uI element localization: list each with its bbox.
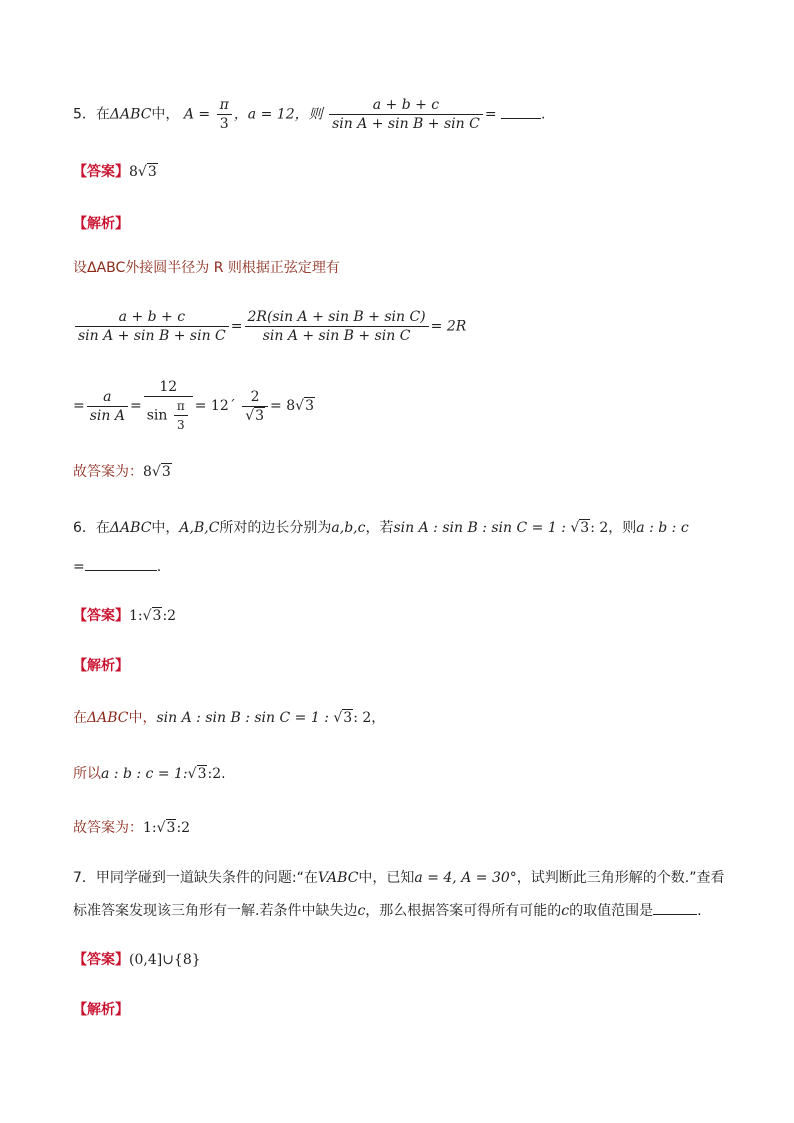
q5-A-eq: A = xyxy=(183,106,211,123)
q7-answer: 【答案】(0,4]∪{8} xyxy=(73,952,201,968)
q7-answer-blank xyxy=(653,900,697,915)
q5-answer-sqrt: √3 xyxy=(137,164,157,180)
q5-eq2-end: = 8 xyxy=(270,398,296,414)
q6-final: 故答案为：1:√3:2 xyxy=(73,820,191,836)
q7-question-line1: 7．甲同学碰到一道缺失条件的问题:“在VABC中，已知a = 4, A = 30°，试判断此三角形解的个数.”查看 xyxy=(73,870,725,886)
q5-a-eq: ，a = 12，则 xyxy=(233,106,323,123)
q5-analysis-label: 【解析】 xyxy=(73,216,129,232)
q5-main-fraction xyxy=(329,96,483,133)
q6-answer-blank xyxy=(85,556,157,571)
q7-analysis-label-line: 【解析】 xyxy=(73,1002,129,1018)
q5-final xyxy=(73,462,172,482)
q5-frac-den: sin A + sin B + sin C xyxy=(332,116,480,132)
q5-pi-over-3 xyxy=(217,96,232,133)
q5-zhong: 中， xyxy=(151,106,180,123)
q5-triangle: ΔABC xyxy=(109,106,152,123)
q7-question-line2: 标准答案发现该三角形有一解.若条件中缺失边c，那么根据答案可得所有可能的c的取值范围是 . xyxy=(73,900,702,921)
q6-analysis-label-line: 【解析】 xyxy=(73,658,129,674)
q6-question-line2: = . xyxy=(73,556,161,577)
q5-equation-1: $\frac{a + b + c}{\text{sin A + sin B + sin C}}$ = $\frac{\text{2R(sin A + sin B + sin C)}}{\text{sin A + sin B + sin C}}$ = 2R xyxy=(73,308,466,345)
q5-equation-2: = $\frac{a}{\text{sin A}}$ = 12 sin $\frac{\pi}{3}$ = 12´ $\frac{2}{√3}$ = 8√3 xyxy=(73,379,314,432)
q5-eq2-2-over-sqrt3: $\frac{2}{√3}$ xyxy=(242,388,268,425)
q5-analysis-text: 设ΔABC外接圆半径为 R 则根据正弦定理有 xyxy=(73,260,340,276)
q6-question-line1: 6．在ΔABC中，A,B,C所对的边长分别为a,b,c，若sin A : sin B : sin C = 1 : √3: 2，则a : b : c xyxy=(73,520,689,536)
q6-answer: 【答案】1:√3:2 xyxy=(73,608,177,624)
q5-final-value: 8 xyxy=(143,464,152,480)
q5-period: . xyxy=(541,106,546,123)
q6-analysis-line2: 所以a : b : c = 1:√3:2. xyxy=(73,766,226,782)
q5-analysis-label-line xyxy=(73,214,129,234)
q5-eq2-a-over-sinA: $\frac{a}{\text{sin A}}$ xyxy=(87,388,128,425)
q5-three: 3 xyxy=(219,116,229,132)
q5-eq2-12-over-sin: 12 sin $\frac{\pi}{3}$ xyxy=(144,378,193,434)
q5-final-label: 故答案为： xyxy=(73,464,143,480)
q5-answer-blank xyxy=(501,104,541,119)
q5-number: 5．在 xyxy=(73,106,110,123)
q6-analysis-line1: 在ΔABC中，sin A : sin B : sin C = 1 : √3: 2， xyxy=(73,710,386,726)
q5-eq2-end-sqrt: √3 xyxy=(295,398,314,414)
q5-eq1-mid: $\frac{\text{2R(sin A + sin B + sin C)}}{\text{sin A + sin B + sin C}}$ xyxy=(245,308,429,345)
q5-frac-num: a + b + c xyxy=(329,96,483,115)
q5-eq2-mid: = 12´ xyxy=(194,398,236,414)
q5-eq: = xyxy=(484,106,497,123)
q5-final-sqrt: √3 xyxy=(151,464,171,480)
q5-eq1-lhs: $\frac{a + b + c}{\text{sin A + sin B + sin C}}$ xyxy=(75,308,229,345)
q5-analysis-line1 xyxy=(73,258,340,278)
q5-eq1-rhs: = 2R xyxy=(430,318,467,335)
q5-pi: π xyxy=(217,96,232,115)
q5-answer xyxy=(73,162,158,182)
q5-answer-label: 【答案】 xyxy=(73,164,129,180)
q5-question xyxy=(73,96,545,133)
q5-answer-value: 8 xyxy=(129,164,138,180)
